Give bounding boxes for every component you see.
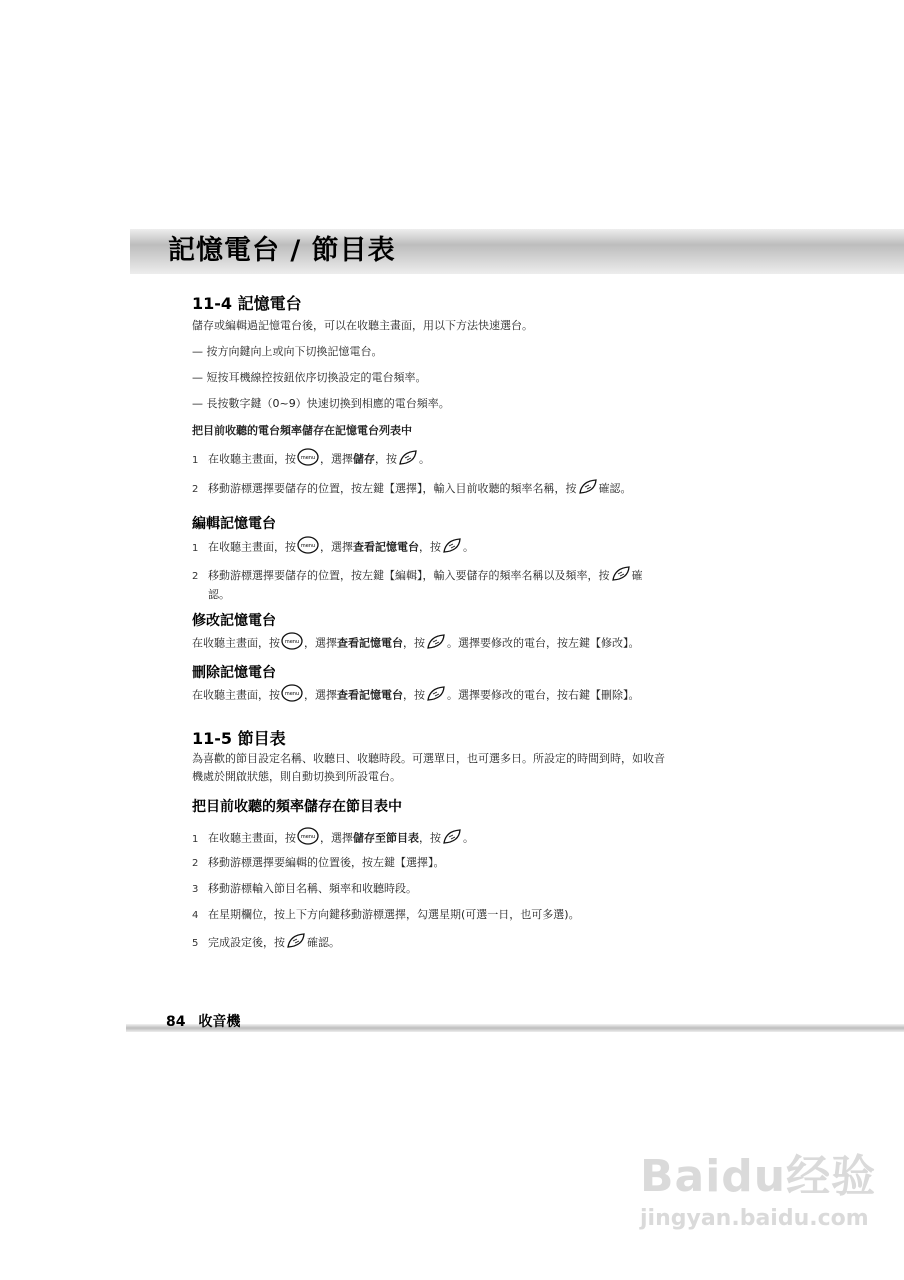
- step-text: 確: [631, 569, 643, 582]
- section-11-4-intro: 儲存或編輯過記憶電台後，可以在收聽主畫面，用以下方法快速選台。: [192, 319, 533, 332]
- step-text: 在收聽主畫面，按: [208, 452, 296, 466]
- step-number: 2: [192, 484, 199, 495]
- section-11-5-heading: 11-5 節目表: [192, 729, 286, 748]
- menu-key-icon: [297, 827, 319, 850]
- step-text: 在星期欄位，按上下方向鍵移動游標選擇，勾選星期(可選一日，也可多選)。: [208, 908, 580, 921]
- footer-band: [126, 1024, 904, 1032]
- schedule-step-1: [192, 827, 474, 850]
- step-text: 。選擇要修改的電台，按左鍵【修改】。: [447, 636, 640, 650]
- svg-text:menu: menu: [284, 639, 300, 645]
- svg-text:menu: menu: [300, 455, 316, 461]
- step-number: 3: [192, 884, 199, 895]
- step-text: 。: [463, 540, 474, 554]
- step-text: 。: [419, 452, 430, 466]
- step-number: 1: [192, 833, 199, 845]
- step-text: ，選擇: [304, 688, 337, 702]
- delete-heading: 刪除記憶電台: [192, 665, 276, 681]
- ok-key-icon: [398, 449, 418, 471]
- edit-step-2: [192, 565, 712, 603]
- step-text: ，選擇: [320, 540, 353, 554]
- footer: [166, 1011, 240, 1031]
- delete-text: [192, 684, 640, 707]
- schedule-step-4: [192, 907, 580, 924]
- menu-option-view-stations: 查看記憶電台: [337, 636, 403, 650]
- save-heading: 把目前收聽的電台頻率儲存在記憶電台列表中: [192, 424, 412, 437]
- section-11-5-intro-line-2: 機處於開啟狀態，則自動切換到所設電台。: [192, 770, 401, 783]
- step-text: ，按: [419, 540, 441, 554]
- menu-key-icon: [297, 536, 319, 559]
- step-text: 。選擇要修改的電台，按右鍵【刪除】。: [447, 688, 640, 702]
- ok-key-icon: [426, 685, 446, 707]
- watermark-logo: Baidu经验: [640, 1151, 877, 1202]
- step-text: 在收聽主畫面，按: [192, 636, 280, 650]
- section-11-5-intro-line-1: 為喜歡的節目設定名稱、收聽日、收聽時段。可選單日，也可選多日。所設定的時間到時，如收音: [192, 752, 665, 765]
- edit-heading: 編輯記憶電台: [192, 516, 276, 532]
- page-number: 84: [166, 1014, 186, 1030]
- step-text: 。: [463, 831, 474, 845]
- menu-key-icon: [297, 448, 319, 471]
- bullet-3: — 長按數字鍵（0~9）快速切換到相應的電台頻率。: [192, 397, 450, 410]
- svg-text:menu: menu: [300, 543, 316, 549]
- step-text: 移動游標選擇要儲存的位置，按左鍵【編輯】，輸入要儲存的頻率名稱以及頻率，按: [208, 569, 610, 582]
- watermark-url: jingyan.baidu.com: [640, 1206, 869, 1231]
- ok-key-icon: [442, 828, 462, 850]
- menu-option-save-to-schedule: 儲存至節目表: [353, 831, 419, 845]
- step-text: ，選擇: [320, 831, 353, 845]
- step-number: 2: [192, 571, 199, 582]
- step-text: 在收聽主畫面，按: [208, 540, 296, 554]
- ok-key-icon: [286, 932, 306, 954]
- menu-key-icon: [281, 632, 303, 655]
- step-text: ，選擇: [320, 452, 353, 466]
- step-text: ，按: [419, 831, 441, 845]
- step-number: 1: [192, 542, 199, 554]
- ok-key-icon: [426, 633, 446, 655]
- step-text: 在收聽主畫面，按: [208, 831, 296, 845]
- step-text: 移動游標選擇要編輯的位置後，按左鍵【選擇】。: [208, 856, 445, 869]
- schedule-step-5: [192, 932, 340, 954]
- bullet-2: — 短按耳機線控按鈕依序切換設定的電台頻率。: [192, 371, 427, 384]
- step-text: ，按: [375, 452, 397, 466]
- schedule-save-heading: 把目前收聽的頻率儲存在節目表中: [192, 799, 402, 815]
- edit-step-1: [192, 536, 474, 559]
- footer-section-title: 收音機: [198, 1014, 241, 1030]
- menu-key-icon: [281, 684, 303, 707]
- save-step-1: [192, 448, 430, 471]
- step-text: ，按: [403, 636, 425, 650]
- step-number: 4: [192, 910, 199, 921]
- menu-option-view-stations: 查看記憶電台: [337, 688, 403, 702]
- step-text: ，按: [403, 688, 425, 702]
- step-number: 5: [192, 938, 199, 949]
- step-text: 在收聽主畫面，按: [192, 688, 280, 702]
- menu-option-view-stations: 查看記憶電台: [353, 540, 419, 554]
- ok-key-icon: [442, 537, 462, 559]
- modify-text: [192, 632, 640, 655]
- ok-key-icon: [611, 565, 631, 587]
- step-text: 移動游標輸入節目名稱、頻率和收聽時段。: [208, 882, 417, 895]
- ok-key-icon: [578, 478, 598, 500]
- chapter-title: 記憶電台 / 節目表: [168, 235, 396, 266]
- step-number: 2: [192, 858, 199, 869]
- step-text-continued: 認。: [208, 588, 230, 601]
- svg-text:menu: menu: [284, 691, 300, 697]
- step-text: 移動游標選擇要儲存的位置，按左鍵【選擇】，輸入目前收聽的頻率名稱，按: [208, 482, 577, 495]
- step-text: ，選擇: [304, 636, 337, 650]
- schedule-step-3: [192, 881, 417, 898]
- bullet-1: — 按方向鍵向上或向下切換記憶電台。: [192, 345, 383, 358]
- schedule-step-2: [192, 855, 445, 872]
- save-step-2: [192, 478, 632, 500]
- svg-text:menu: menu: [300, 834, 316, 840]
- step-text: 完成設定後，按: [208, 936, 285, 949]
- modify-heading: 修改記憶電台: [192, 613, 276, 629]
- menu-option-save: 儲存: [353, 452, 375, 466]
- section-11-4-heading: 11-4 記憶電台: [192, 294, 302, 313]
- step-text: 確認。: [598, 482, 632, 495]
- step-number: 1: [192, 454, 199, 466]
- watermark: [640, 1140, 876, 1231]
- step-text: 確認。: [307, 936, 340, 949]
